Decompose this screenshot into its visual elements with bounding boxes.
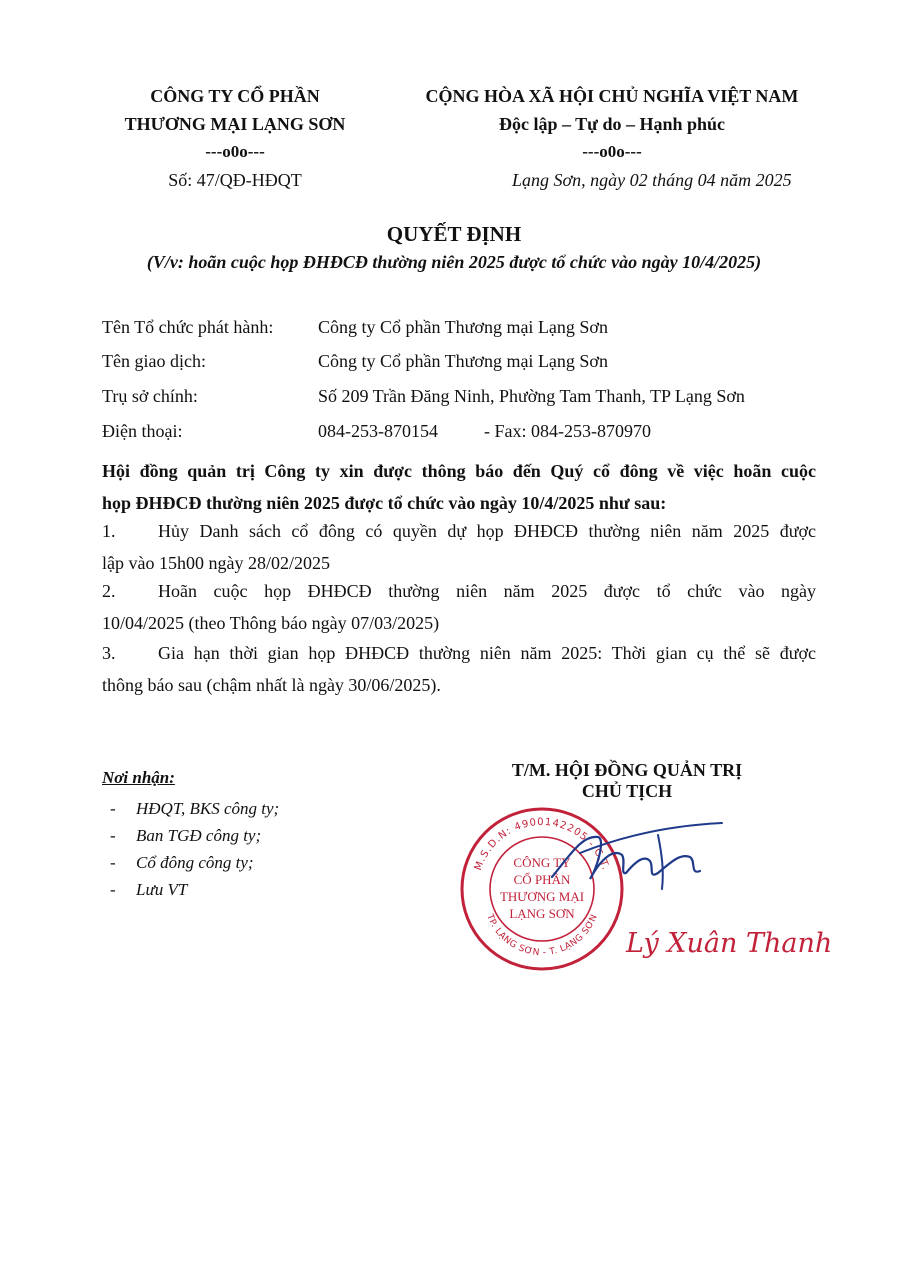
list-item-3 <box>102 637 816 701</box>
recipient-item: - HĐQT, BKS công ty; <box>110 799 280 818</box>
recipient-item: - Lưu VT <box>110 880 188 899</box>
nation-motto: Độc lập – Tự do – Hạnh phúc <box>498 114 726 134</box>
item-number: 1. <box>102 521 116 541</box>
issuer-value: Công ty Cổ phần Thương mại Lạng Sơn <box>318 317 608 337</box>
item-text-line1: Hoãn cuộc họp ĐHĐCĐ thường niên năm 2025 được tổ chức vào ngày <box>158 581 816 601</box>
headquarters-value: Số 209 Trần Đăng Ninh, Phường Tam Thanh, TP Lạng Sơn <box>318 386 745 406</box>
phone-value: 084-253-870154 <box>318 421 438 441</box>
document-number: Số: 47/QĐ-HĐQT <box>168 170 302 190</box>
handwritten-signature <box>540 815 730 905</box>
item-text-line1: Gia hạn thời gian họp ĐHĐCĐ thường niên năm 2025: Thời gian cụ thể sẽ được <box>158 643 816 663</box>
recipient-item: - Cổ đông công ty; <box>110 853 254 872</box>
recipient-item: - Ban TGĐ công ty; <box>110 826 262 845</box>
item-text-line2: lập vào 15h00 ngày 28/02/2025 <box>102 553 330 573</box>
document-subtitle: (V/v: hoãn cuộc họp ĐHĐCĐ thường niên 2025 được tổ chức vào ngày 10/4/2025) <box>146 252 762 272</box>
document-date: Lạng Sơn, ngày 02 tháng 04 năm 2025 <box>512 170 792 190</box>
recipients-heading: Nơi nhận: <box>102 768 175 787</box>
item-number: 3. <box>102 643 116 663</box>
stamp-line-3: THƯƠNG MẠI <box>499 889 585 904</box>
fax-value: - Fax: 084-253-870970 <box>484 421 651 441</box>
item-number: 2. <box>102 581 116 601</box>
stamp-ring-text: M.S.D.N: 4900142205 - C.T. <box>472 816 612 873</box>
item-text-line2: thông báo sau (chậm nhất là ngày 30/06/2025). <box>102 675 441 695</box>
company-separator: ---o0o--- <box>205 142 265 161</box>
trade-name-label: Tên giao dịch: <box>102 351 206 371</box>
list-item-1 <box>102 515 816 579</box>
intro-line-2: họp ĐHĐCĐ thường niên 2025 được tổ chức vào ngày 10/4/2025 như sau: <box>102 493 667 513</box>
signature-position: CHỦ TỊCH <box>581 781 673 801</box>
stamp-line-4: LẠNG SƠN <box>509 906 575 921</box>
nation-title: CỘNG HÒA XÃ HỘI CHỦ NGHĨA VIỆT NAM <box>425 86 799 106</box>
company-name-line1: CÔNG TY CỔ PHẦN <box>150 86 320 106</box>
signature-on-behalf: T/M. HỘI ĐỒNG QUẢN TRỊ <box>511 760 743 780</box>
company-name-line2: THƯƠNG MẠI LẠNG SƠN <box>124 114 346 134</box>
stamp-line-2: CỔ PHẦN <box>513 872 571 887</box>
item-text-line2: 10/04/2025 (theo Thông báo ngày 07/03/2025) <box>102 613 440 633</box>
headquarters-label: Trụ sở chính: <box>102 386 198 406</box>
nation-separator: ---o0o--- <box>582 142 642 161</box>
trade-name-value: Công ty Cổ phần Thương mại Lạng Sơn <box>318 351 608 371</box>
stamp-line-1: CÔNG TY <box>513 855 571 870</box>
stamp-bottom-text: TP. LẠNG SƠN - T. LẠNG SƠN <box>484 912 600 959</box>
signatory-name: Lý Xuân Thanh <box>626 928 833 959</box>
list-item-2 <box>102 575 816 639</box>
document-title: QUYẾT ĐỊNH <box>386 222 522 246</box>
intro-line-1: Hội đồng quản trị Công ty xin được thông báo đến Quý cổ đông về việc hoãn cuộc <box>102 461 816 481</box>
phone-label: Điện thoại: <box>102 421 183 441</box>
issuer-label: Tên Tổ chức phát hành: <box>102 317 274 337</box>
intro-paragraph <box>102 455 816 519</box>
item-text-line1: Hủy Danh sách cổ đông có quyền dự họp ĐHĐCĐ thường niên năm 2025 được <box>158 521 816 541</box>
